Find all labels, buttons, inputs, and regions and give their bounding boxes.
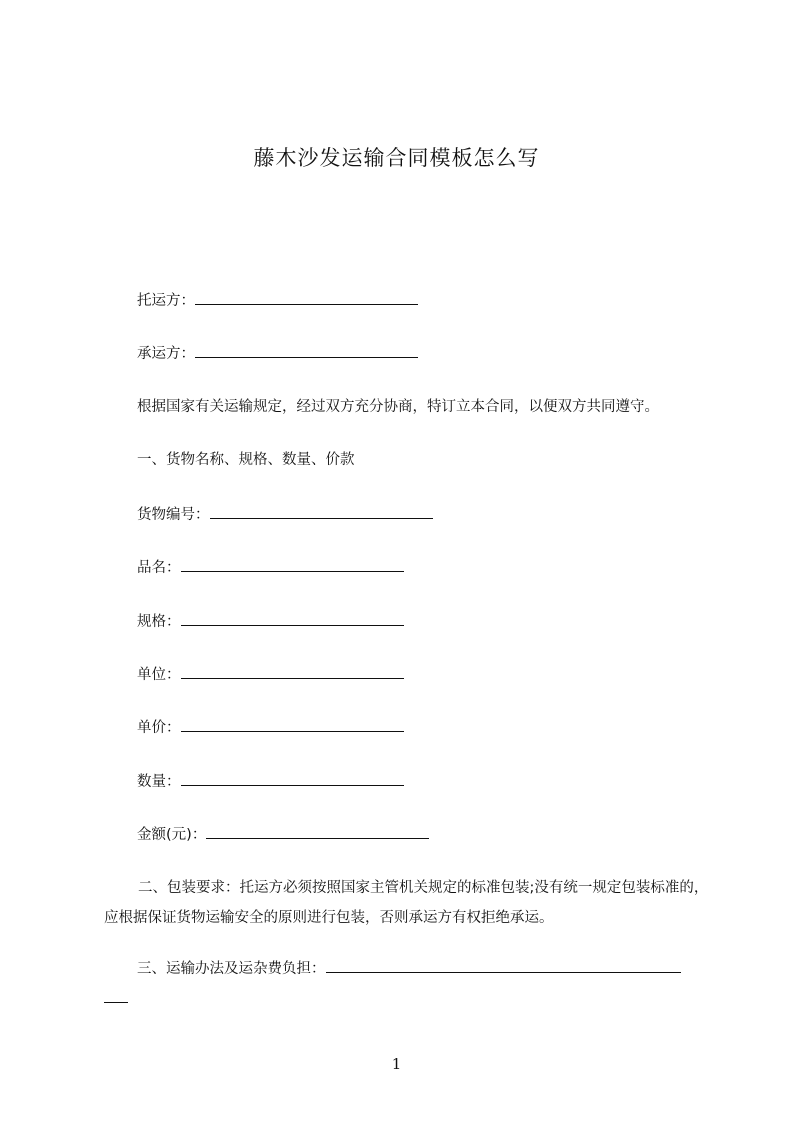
- section3-line: [137, 958, 681, 979]
- shipper-label: 托运方：: [137, 293, 195, 309]
- field-label: 单价：: [137, 720, 181, 736]
- field-blank: [181, 771, 404, 786]
- section3-line-continuation: [104, 988, 128, 1009]
- field-unit: [137, 664, 404, 685]
- section3-blank: [326, 958, 681, 973]
- section3-label: 三、运输办法及运杂费负担：: [137, 961, 326, 977]
- field-specification: [137, 611, 404, 632]
- field-blank: [181, 664, 404, 679]
- field-blank: [181, 717, 404, 732]
- field-product-name: [137, 557, 404, 578]
- field-label: 品名：: [137, 560, 181, 576]
- page-number: 1: [391, 1055, 402, 1073]
- page-title: 藤木沙发运输合同模板怎么写: [253, 146, 540, 170]
- field-unit-price: [137, 717, 404, 738]
- field-label: 数量：: [137, 774, 181, 790]
- field-blank: [206, 824, 429, 839]
- field-goods-number: [137, 504, 433, 525]
- carrier-blank: [195, 343, 418, 358]
- intro-text: 根据国家有关运输规定，经过双方充分协商，特订立本合同，以便双方共同遵守。: [137, 399, 659, 415]
- carrier-label: 承运方：: [137, 346, 195, 362]
- field-blank: [210, 504, 433, 519]
- field-label: 单位：: [137, 667, 181, 683]
- section2-paragraph: 二、包装要求：托运方必须按照国家主管机关规定的标准包装;没有统一规定包装标准的，应根据保证货物运输安全的原则进行包装，否则承运方有权拒绝承运。: [104, 880, 709, 926]
- field-blank: [181, 557, 404, 572]
- field-blank: [181, 611, 404, 626]
- section1-heading: 一、货物名称、规格、数量、价款: [137, 452, 355, 468]
- field-label: 金额(元)：: [137, 827, 207, 843]
- shipper-line: [137, 290, 418, 311]
- carrier-line: [137, 343, 418, 364]
- shipper-blank: [195, 290, 418, 305]
- field-amount: [137, 824, 429, 845]
- field-label: 货物编号：: [137, 507, 210, 523]
- section3-blank-continued: [104, 988, 128, 1003]
- field-label: 规格：: [137, 614, 181, 630]
- field-quantity: [137, 771, 404, 792]
